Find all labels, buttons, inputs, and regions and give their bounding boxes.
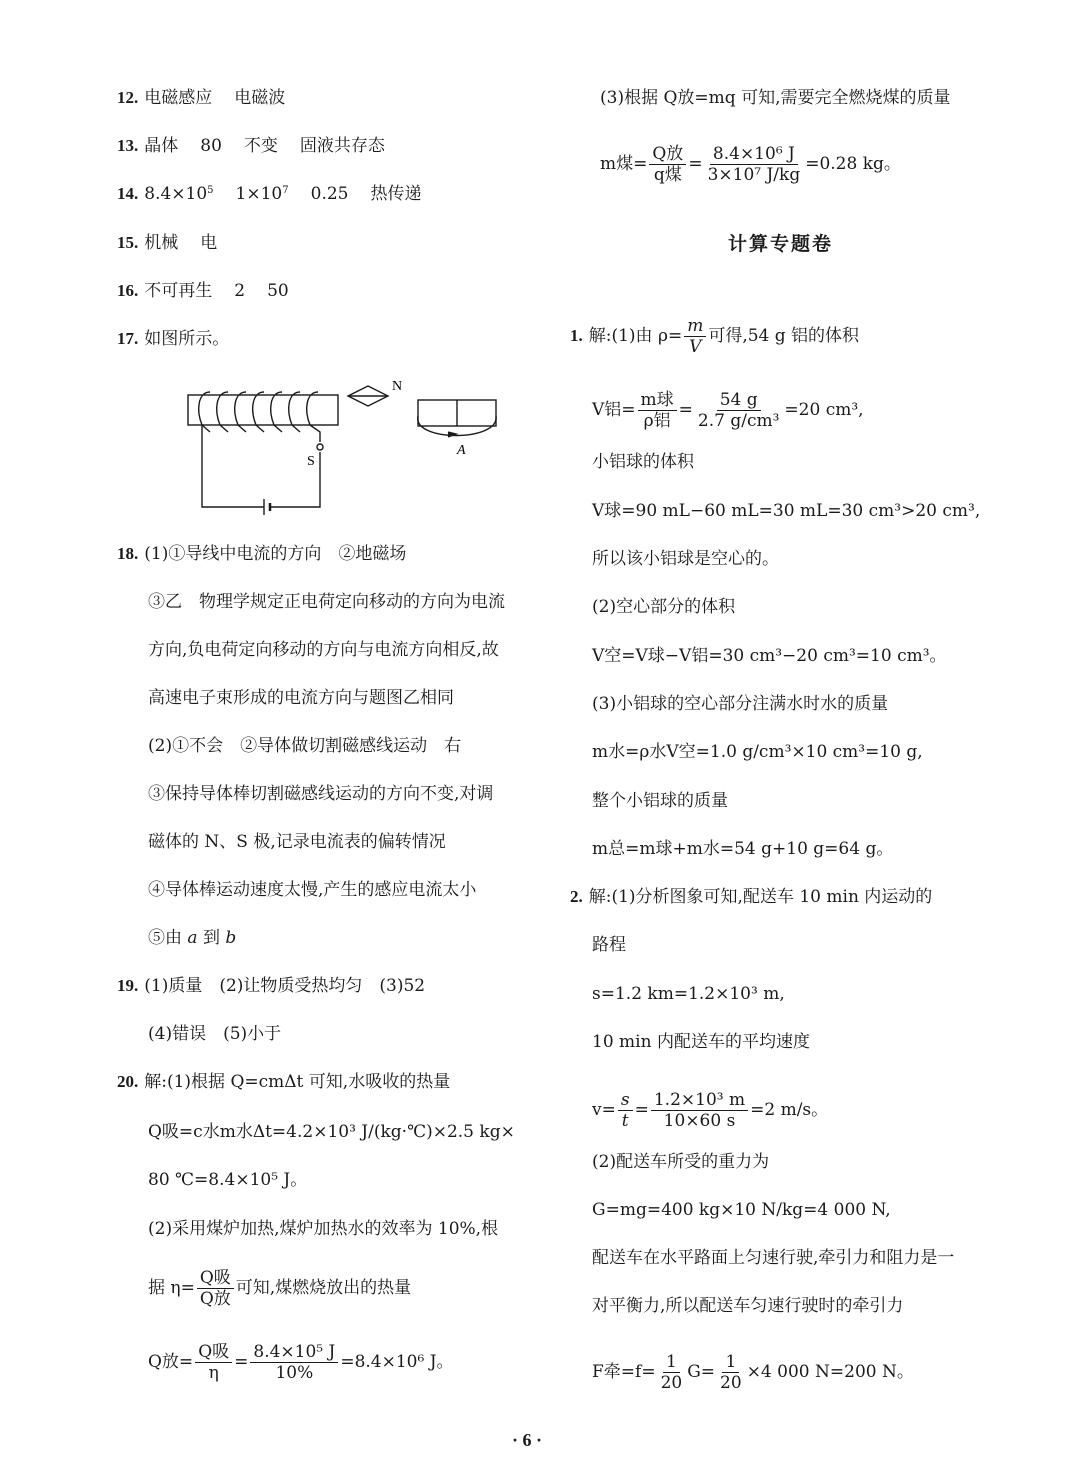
right-top-line1: (3)根据 Q放=mq 可知,需要完全燃烧煤的质量 xyxy=(600,88,951,108)
fraction: $\frac{54 g}{\text{2.7 g/cm³}}$ xyxy=(697,390,780,431)
fraction: $\frac{\text{8.4×10⁵ J}}{10\%}$ xyxy=(250,1342,338,1383)
answer-16: 16. 不可再生 2 50 xyxy=(117,281,289,301)
problem-1-line8: (3)小铝球的空心部分注满水时水的质量 xyxy=(592,694,889,714)
problem-1-line4: V球=90 mL−60 mL=30 mL=30 cm³>20 cm³, xyxy=(592,501,981,521)
answer-18-line3: 方向,负电荷定向移动的方向与电流方向相反,故 xyxy=(148,640,499,660)
fraction: $\frac{s}{t}$ xyxy=(618,1090,633,1131)
right-top-line2: m煤= $\frac{\text{Q放}}{\text{q煤}}$ = $\frac{\text{8.4×10⁶ J}}{\text{3×10⁷ J/kg}}$ =0.28 kg。 xyxy=(600,144,901,185)
problem-2-line9: 对平衡力,所以配送车匀速行驶时的牵引力 xyxy=(592,1296,904,1316)
answer-18-line7: 磁体的 N、S 极,记录电流表的偏转情况 xyxy=(148,832,446,852)
problem-2-line4: 10 min 内配送车的平均速度 xyxy=(592,1032,810,1052)
fraction: $\frac{m}{V}$ xyxy=(684,316,706,357)
electromagnet-diagram xyxy=(180,370,510,520)
answer-18-line8: ④导体棒运动速度太慢,产生的感应电流太小 xyxy=(148,880,477,900)
fraction: $\frac{\text{8.4×10⁶ J}}{\text{3×10⁷ J/kg}}$ xyxy=(707,144,801,185)
answer-13: 13. 晶体 80 不变 固液共存态 xyxy=(117,136,385,156)
iron-core xyxy=(188,395,338,425)
answer-14: 14. $8.4\times 10^5$ $1\times 10^7$ 0.25 热传递 xyxy=(117,184,422,204)
problem-2-line3: s=1.2 km=1.2×10³ m, xyxy=(592,984,785,1004)
problem-1-line2: V铝= $\frac{\text{m球}}{\text{ρ铝}}$ = $\frac{54 g}{\text{2.7 g/cm³}}$ =20 cm³, xyxy=(592,390,864,431)
fraction: $\frac{\text{1.2×10³ m}}{10\times 60 s}$ xyxy=(651,1090,748,1131)
answer-19-line1: 19. (1)质量 (2)让物质受热均匀 (3)52 xyxy=(117,976,426,996)
problem-2-line2: 路程 xyxy=(592,935,626,955)
coil-windings xyxy=(199,392,318,432)
fraction: $\frac{\text{Q吸}}{\text{Q放}}$ xyxy=(197,1268,234,1309)
label-a: A xyxy=(457,443,466,458)
label-n: N xyxy=(392,379,403,394)
problem-1-line5: 所以该小铝球是空心的。 xyxy=(592,549,779,569)
answer-18-line2: ③乙 物理学规定正电荷定向移动的方向为电流 xyxy=(148,592,505,612)
answer-18-line5: (2)①不会 ②导体做切割磁感线运动 右 xyxy=(148,736,462,756)
answer-18-line1: 18. (1)①导线中电流的方向 ②地磁场 xyxy=(117,544,407,564)
problem-2-line7: G=mg=400 kg×10 N/kg=4 000 N, xyxy=(592,1200,891,1220)
problem-1-line10: 整个小铝球的质量 xyxy=(592,791,728,811)
problem-1-line3: 小铝球的体积 xyxy=(592,452,694,472)
answer-20-line2: Q吸=c水m水Δt=4.2×10³ J/(kg·℃)×2.5 kg× xyxy=(148,1122,515,1142)
problem-2-line6: (2)配送车所受的重力为 xyxy=(592,1152,770,1172)
circuit-wire xyxy=(202,425,320,507)
answer-20-line1: 20. 解:(1)根据 Q=cmΔt 可知,水吸收的热量 xyxy=(117,1072,451,1092)
fraction: $\frac{1}{20}$ xyxy=(660,1352,683,1393)
answer-18-line9: ⑤由 a 到 b xyxy=(148,928,237,948)
fraction: $\frac{1}{20}$ xyxy=(720,1352,742,1393)
label-s: S xyxy=(307,454,315,469)
problem-2-line1: 2. 解:(1)分析图象可知,配送车 10 min 内运动的 xyxy=(570,887,933,907)
problem-2-line10: F牵=f= $\frac{1}{20}$ G= $\frac{1}{20}$ ×4 000 N=200 N。 xyxy=(592,1352,914,1393)
problem-1-line1: 1. 解:(1)由 ρ= $\frac{m}{V}$ 可得,54 g 铝的体积 xyxy=(570,316,860,357)
fraction: $\frac{\text{Q放}}{\text{q煤}}$ xyxy=(649,144,686,185)
switch-contact xyxy=(317,444,323,450)
answer-20-line5: 据 η= $\frac{\text{Q吸}}{\text{Q放}}$ 可知,煤燃烧放出的热量 xyxy=(148,1268,412,1309)
answer-18-line6: ③保持导体棒切割磁感线运动的方向不变,对调 xyxy=(148,784,494,804)
problem-1-line9: m水=ρ水V空=1.0 g/cm³×10 cm³=10 g, xyxy=(592,742,923,762)
problem-1-line6: (2)空心部分的体积 xyxy=(592,597,736,617)
section-title: 计算专题卷 xyxy=(728,233,834,255)
problem-2-line5: v= $\frac{s}{t}$ = $\frac{\text{1.2×10³ m}}{10\times 60 s}$ =2 m/s。 xyxy=(592,1090,829,1131)
problem-2-line8: 配送车在水平路面上匀速行驶,牵引力和阻力是一 xyxy=(592,1248,955,1268)
fraction: $\frac{\text{m球}}{\text{ρ铝}}$ xyxy=(638,390,677,431)
answer-19-line2: (4)错误 (5)小于 xyxy=(148,1024,282,1044)
problem-1-line7: V空=V球−V铝=30 cm³−20 cm³=10 cm³。 xyxy=(592,646,947,666)
answer-20-line3: 80 ℃=8.4×10⁵ J。 xyxy=(148,1170,308,1190)
answer-18-line4: 高速电子束形成的电流方向与题图乙相同 xyxy=(148,688,454,708)
problem-1-line11: m总=m球+m水=54 g+10 g=64 g。 xyxy=(592,839,894,859)
fraction: $\frac{\text{Q吸}}{\eta}$ xyxy=(195,1342,232,1383)
answer-20-line4: (2)采用煤炉加热,煤炉加热水的效率为 10%,根 xyxy=(148,1219,499,1239)
answer-12: 12. 电磁感应 电磁波 xyxy=(117,88,286,108)
answer-15: 15. 机械 电 xyxy=(117,233,218,253)
page-number: · 6 · xyxy=(512,1430,543,1450)
answer-17: 17. 如图所示。 xyxy=(117,329,230,349)
answer-20-line6: Q放= $\frac{\text{Q吸}}{\eta}$ = $\frac{\text{8.4×10⁵ J}}{10\%}$ =8.4×10⁶ J。 xyxy=(148,1342,454,1383)
